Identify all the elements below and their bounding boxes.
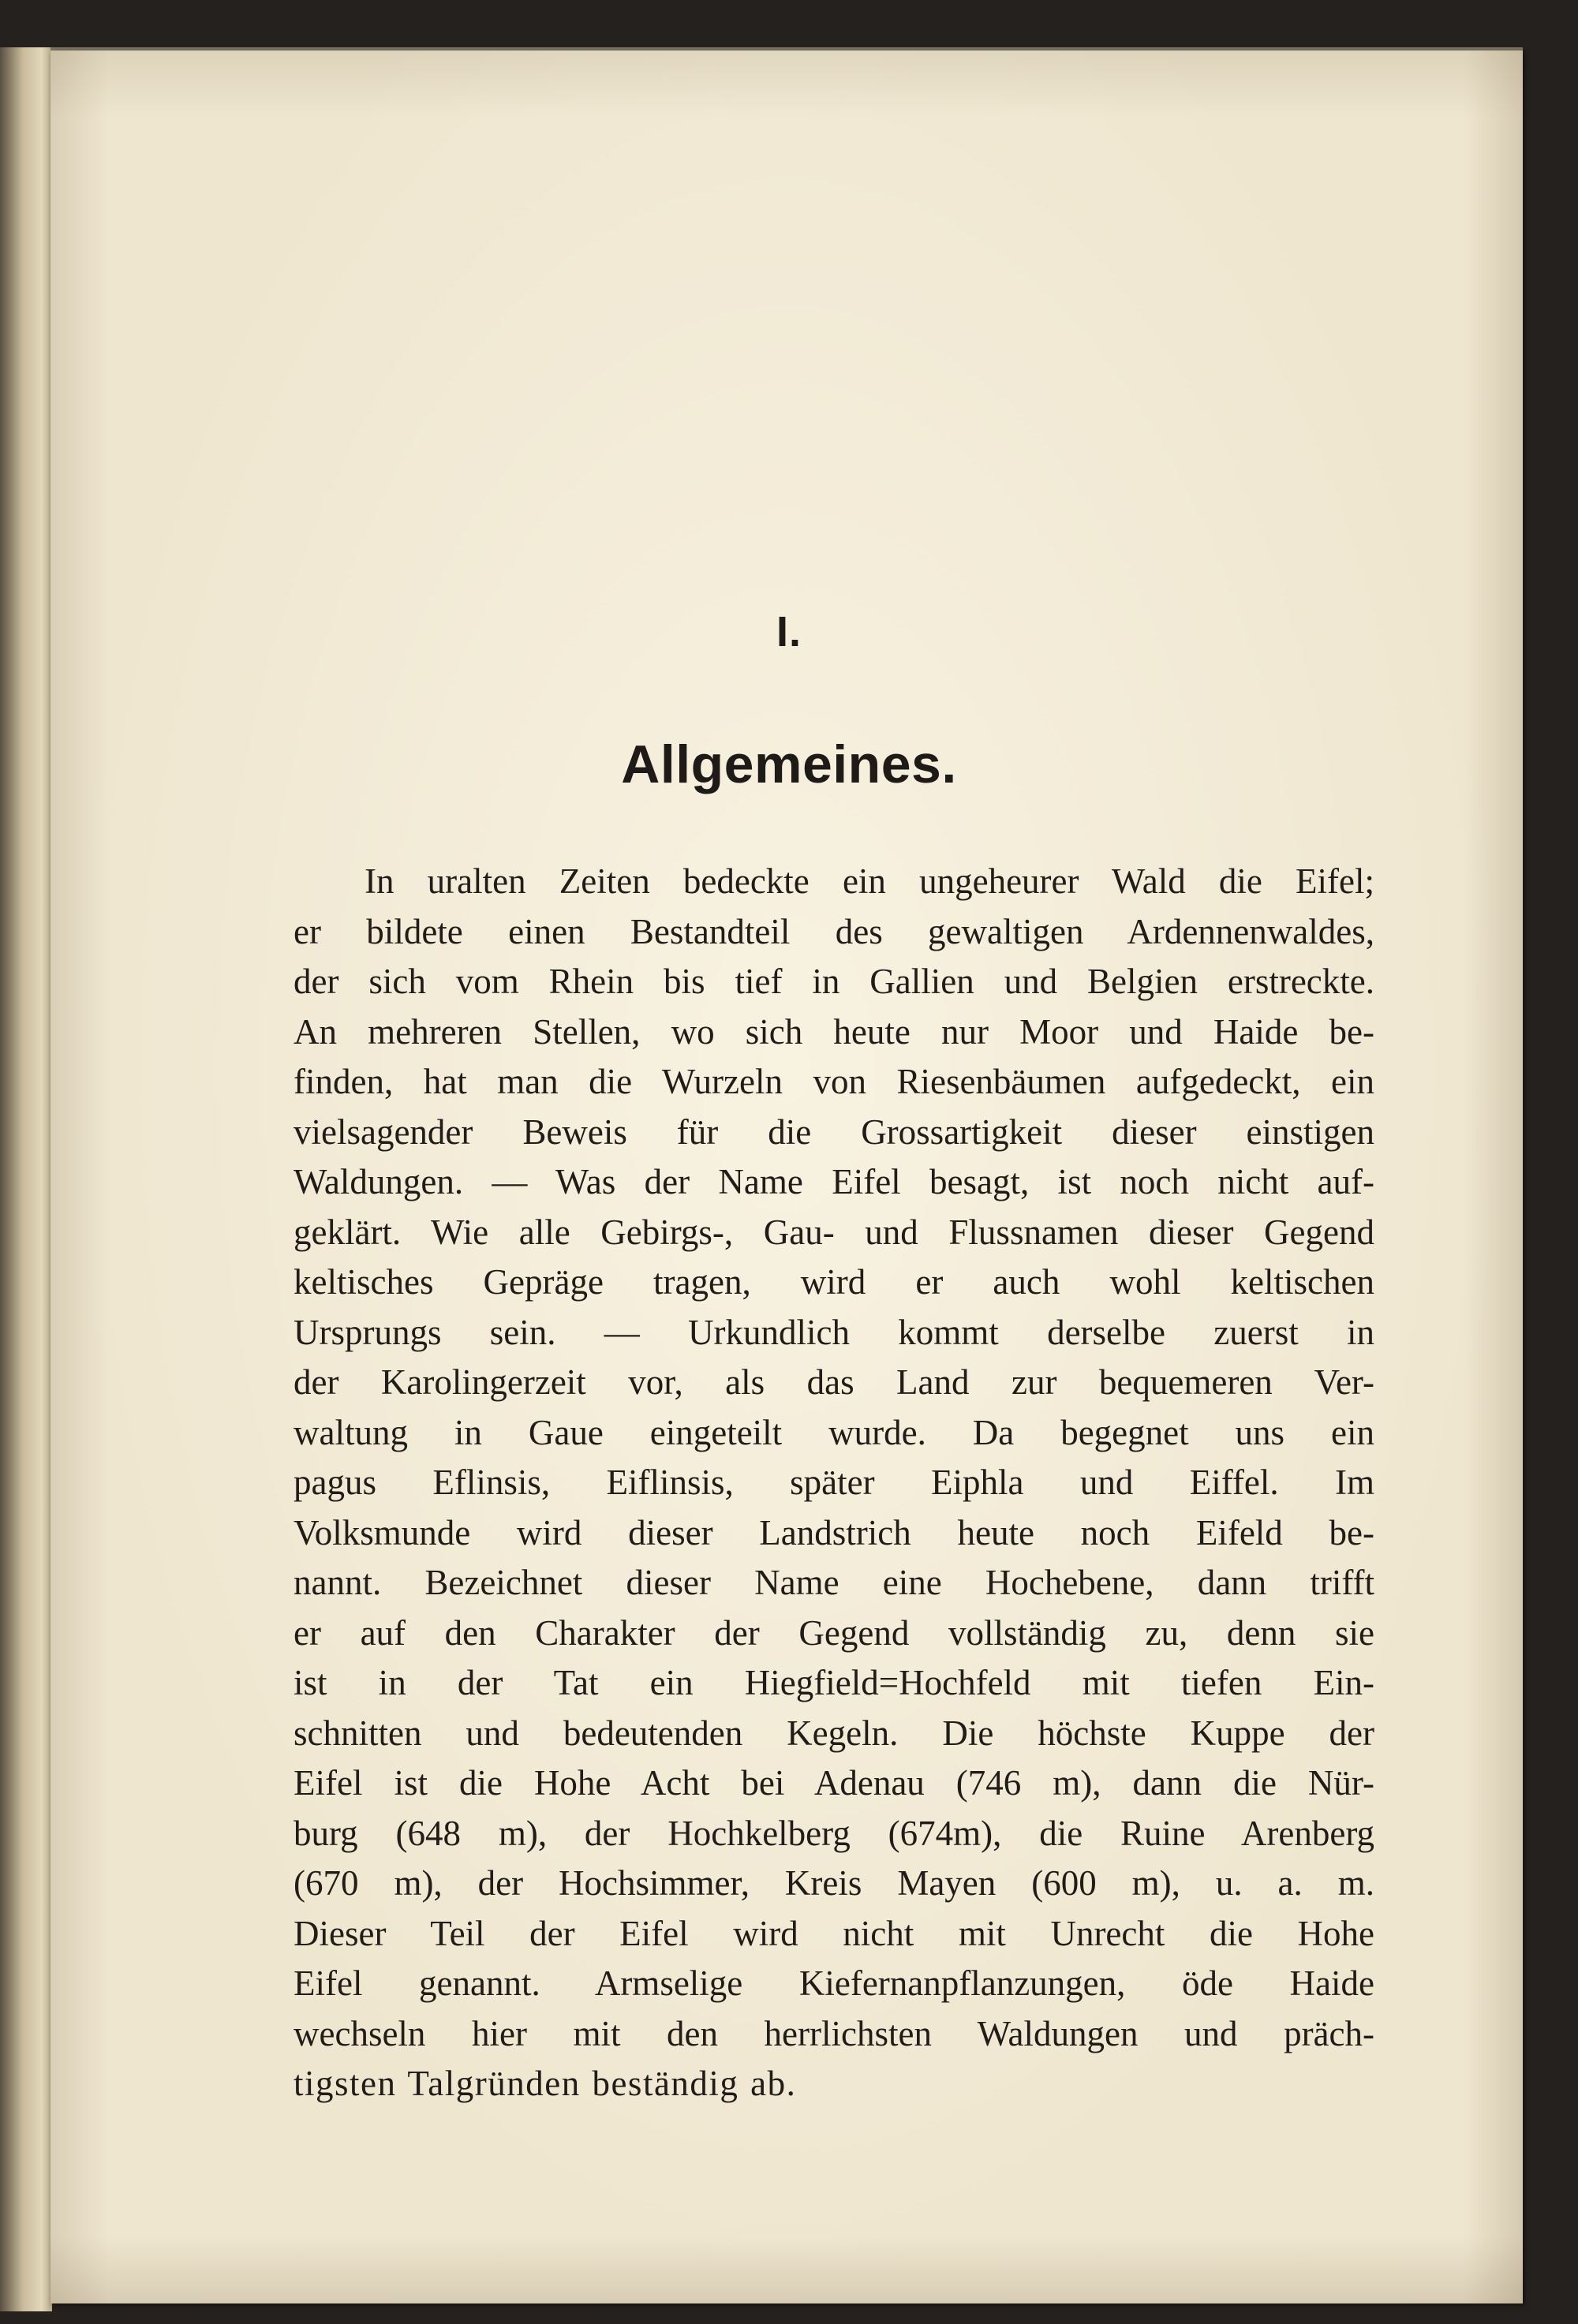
text-line: vielsagender Beweis für die Grossartigkeit dieser einstigen bbox=[294, 1112, 1374, 1152]
text-line: schnitten und bedeutenden Kegeln. Die höchste Kuppe der bbox=[294, 1713, 1374, 1753]
text-line: In uralten Zeiten bedeckte ein ungeheurer Wald die Eifel; bbox=[365, 861, 1374, 901]
text-line: (670 m), der Hochsimmer, Kreis Mayen (600 m), u. a. m. bbox=[294, 1863, 1374, 1903]
text-line: waltung in Gaue eingeteilt wurde. Da begegnet uns ein bbox=[294, 1412, 1374, 1452]
text-line: er auf den Charakter der Gegend vollständig zu, denn sie bbox=[294, 1612, 1374, 1653]
text-line: Dieser Teil der Eifel wird nicht mit Unrecht die Hohe bbox=[294, 1913, 1374, 1953]
text-line: nannt. Bezeichnet dieser Name eine Hochebene, dann trifft bbox=[294, 1563, 1374, 1602]
body-paragraph bbox=[294, 857, 1374, 2109]
text-line: keltisches Gepräge tragen, wird er auch wohl keltischen bbox=[294, 1262, 1374, 1302]
text-line: der Karolingerzeit vor, als das Land zur bequemeren Ver- bbox=[294, 1362, 1374, 1402]
text-line: der sich vom Rhein bis tief in Gallien und Belgien erstreckte. bbox=[294, 962, 1374, 1001]
text-line: geklärt. Wie alle Gebirgs-, Gau- und Flussnamen dieser Gegend bbox=[294, 1212, 1374, 1252]
text-line: pagus Eflinsis, Eiflinsis, später Eiphla und Eiffel. Im bbox=[294, 1463, 1374, 1502]
text-line: finden, hat man die Wurzeln von Riesenbäumen aufgedeckt, ein bbox=[294, 1062, 1374, 1101]
text-line: er bildete einen Bestandteil des gewaltigen Ardennenwaldes, bbox=[294, 911, 1374, 951]
text-line: wechseln hier mit den herrlichsten Waldungen und präch- bbox=[294, 2013, 1374, 2053]
text-line: An mehreren Stellen, wo sich heute nur Moor und Haide be- bbox=[294, 1011, 1374, 1052]
left-page-edge bbox=[0, 47, 52, 2311]
text-line: Ursprungs sein. — Urkundlich kommt derselbe zuerst in bbox=[294, 1312, 1374, 1352]
text-line: ist in der Tat ein Hiegfield=Hochfeld mit tiefen Ein- bbox=[294, 1663, 1374, 1702]
text-line: Eifel genannt. Armselige Kiefernanpflanzungen, öde Haide bbox=[294, 1963, 1374, 2003]
text-line: burg (648 m), der Hochkelberg (674m), die Ruine Arenberg bbox=[294, 1813, 1374, 1853]
text-line: Waldungen. — Was der Name Eifel besagt, ist noch nicht auf- bbox=[294, 1162, 1374, 1201]
chapter-number: I. bbox=[776, 608, 802, 656]
chapter-title: Allgemeines. bbox=[621, 734, 957, 794]
text-line: Eifel ist die Hohe Acht bei Adenau (746 m), dann die Nür- bbox=[294, 1763, 1374, 1803]
text-line: tigsten Talgründen beständig ab. bbox=[294, 2064, 797, 2103]
text-line: Volksmunde wird dieser Landstrich heute noch Eifeld be- bbox=[294, 1512, 1374, 1552]
